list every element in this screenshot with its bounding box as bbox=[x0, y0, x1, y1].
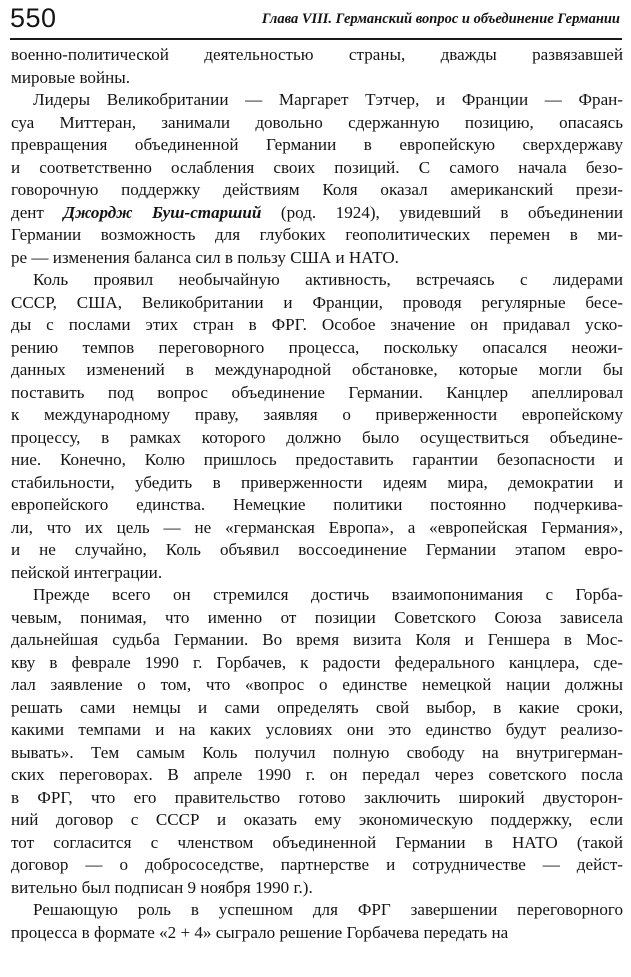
text-line: превращения объединенной Германии в европейскую сверхдержаву bbox=[11, 135, 623, 154]
text-line: Прежде всего он стремился достичь взаимопонимания с Горба- bbox=[33, 585, 623, 604]
text-line: Германии возможность для глубоких геополитических перемен в ми- bbox=[11, 225, 623, 244]
paragraph bbox=[11, 44, 623, 89]
text-line: ды с послами этих стран в ФРГ. Особое значение он придавал уско- bbox=[11, 315, 623, 334]
paragraph bbox=[11, 899, 623, 944]
paragraph bbox=[11, 269, 623, 584]
text-line: ских переговорах. В апреле 1990 г. он передал через советского посла bbox=[11, 765, 623, 784]
text-line: вительно был подписан 9 ноября 1990 г.). bbox=[11, 877, 313, 897]
text-line: говорочную поддержку действиям Коля оказал американский прези- bbox=[11, 180, 623, 199]
text-line: и соответственно ослабления своих позиций. С самого начала безо- bbox=[11, 157, 623, 177]
text-line: лал заявление о том, что «вопрос о единстве немецкой нации должны bbox=[11, 675, 623, 694]
page-number: 550 bbox=[10, 3, 57, 33]
paragraph bbox=[11, 89, 623, 269]
paragraph bbox=[11, 584, 623, 899]
text-line: поставить под вопрос объединение Германии. Канцлер апеллировал bbox=[11, 382, 623, 402]
text-line: суа Миттеран, занимали довольно сдержанную позицию, опасаясь bbox=[11, 112, 623, 132]
text-line: договор — о добрососедстве, партнерстве и сотрудничестве — дейст- bbox=[11, 855, 623, 874]
running-title: Глава VIII. Германский вопрос и объединение Германии bbox=[261, 11, 620, 27]
text-line: процесса в формате «2 + 4» сыграло решение Горбачева передать на bbox=[11, 922, 509, 942]
text-line: стабильности, убедить в приверженности идеям мира, демократии и bbox=[11, 472, 623, 492]
text-line: СССР, США, Великобритании и Франции, проводя регулярные бесе- bbox=[11, 292, 623, 312]
text-line: ре — изменения баланса сил в пользу США и НАТО. bbox=[11, 247, 399, 267]
text-line: процессу, в рамках которого должно было осуществиться объедине- bbox=[11, 427, 623, 447]
text-line: европейского единства. Немецкие политики постоянно подчеркива- bbox=[11, 495, 623, 514]
text-line: мировые войны. bbox=[11, 67, 131, 87]
body-text bbox=[11, 44, 623, 944]
text-line: данных изменений в международной обстановке, которые могли бы bbox=[11, 360, 623, 379]
text-line: Решающую роль в успешном для ФРГ завершении переговорного bbox=[33, 900, 623, 919]
emphasized-name: Джордж Буш-старший bbox=[63, 202, 262, 222]
text-line: дент Джордж Буш-старший (род. 1924), увидевший в объединении bbox=[11, 202, 623, 222]
text-line: решать сами немцы и сами определять свой выбор, в какие сроки, bbox=[11, 697, 623, 717]
text-line: военно-политической деятельностью страны, дважды развязавшей bbox=[11, 45, 623, 64]
text-line: Коль проявил необычайную активность, встречаясь с лидерами bbox=[33, 270, 623, 289]
text-line: дальнейшая судьба Германии. Во время визита Коля и Геншера в Мос- bbox=[11, 630, 623, 649]
page-header bbox=[10, 2, 622, 40]
text-line: ние. Конечно, Колю пришлось предоставить гарантии безопасности и bbox=[11, 450, 623, 469]
text-line: ли, что их цель — не «германская Европа», а «европейская Германия», bbox=[11, 517, 623, 537]
text-line: и не случайно, Коль объявил воссоединение Германии этапом евро- bbox=[11, 540, 623, 559]
text-line: рению темпов переговорного процесса, поскольку опасался неожи- bbox=[11, 337, 623, 357]
text-line: ний договор с СССР и оказать ему экономическую поддержку, если bbox=[11, 810, 623, 829]
text-line: тот согласится с членством объединенной Германии в НАТО (такой bbox=[11, 832, 623, 852]
text-line: пейской интеграции. bbox=[11, 562, 163, 582]
text-line: Лидеры Великобритании — Маргарет Тэтчер, и Франции — Фран- bbox=[33, 90, 623, 109]
text-line: кву в феврале 1990 г. Горбачев, к радости федерального канцлера, сде- bbox=[11, 652, 623, 672]
text-line: чевым, понимая, что именно от позиции Советского Союза зависела bbox=[11, 607, 623, 627]
text-line: какими темпами и на каких условиях они это единство будут реализо- bbox=[11, 720, 623, 739]
text-line: вывать». Тем самым Коль получил полную свободу на внутригерман- bbox=[11, 742, 623, 762]
text-line: к международному праву, заявляя о приверженности европейскому bbox=[11, 405, 623, 424]
text-line: в ФРГ, что его правительство готово заключить широкий двусторон- bbox=[11, 787, 623, 807]
